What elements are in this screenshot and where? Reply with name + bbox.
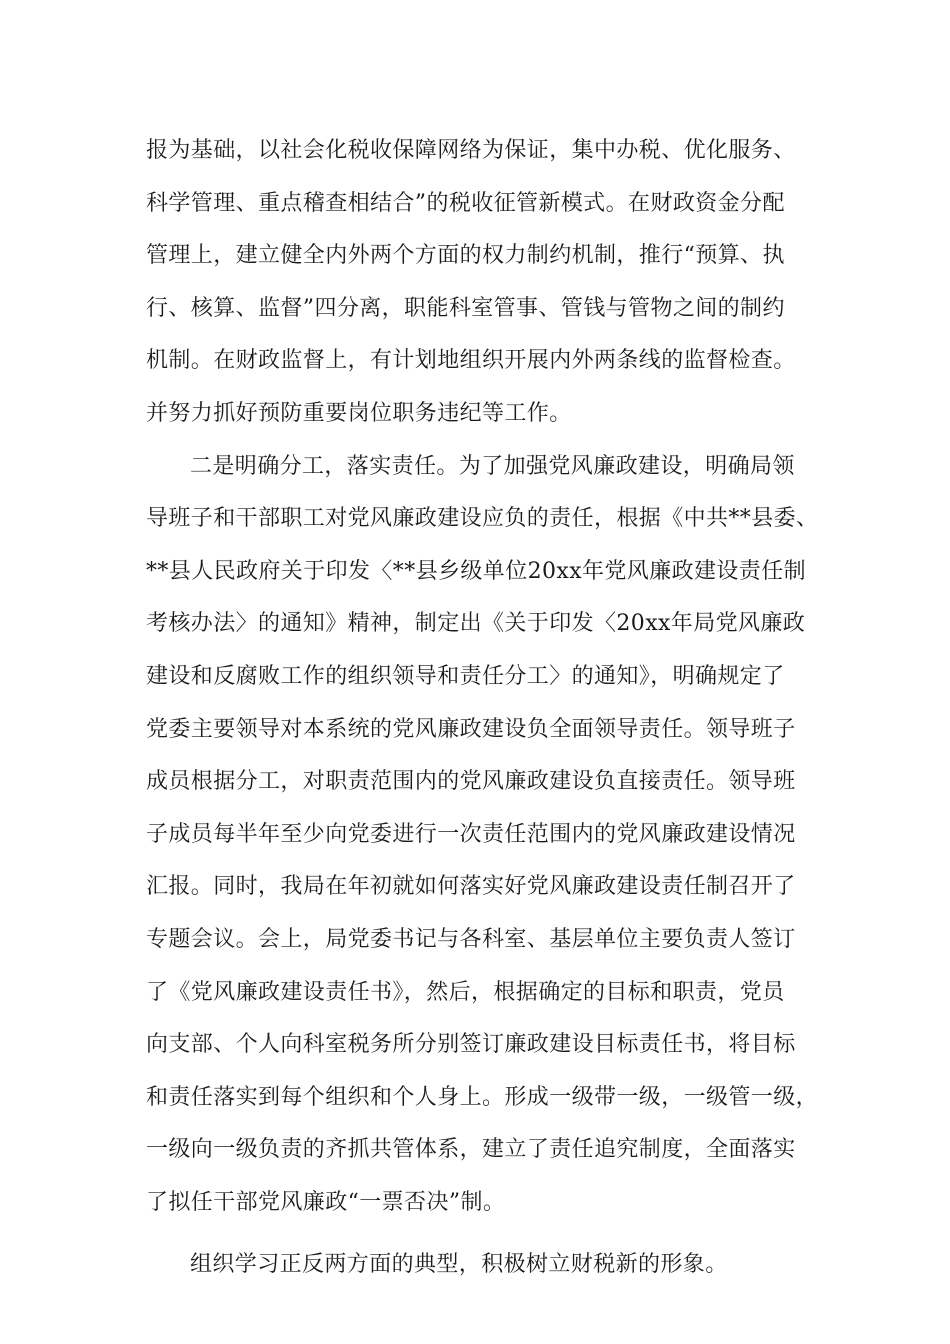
paragraph-line: 科学管理、重点稽查相结合”的税收征管新模式。在财政资金分配 (146, 190, 785, 216)
paragraph-line: 党委主要领导对本系统的党风廉政建设负全面领导责任。领导班子 (146, 716, 796, 742)
paragraph-line: 成员根据分工，对职责范围内的党风廉政建设负直接责任。领导班 (146, 769, 796, 795)
paragraph-line: 报为基础，以社会化税收保障网络为保证，集中办税、优化服务、 (146, 138, 796, 163)
paragraph-line: 导班子和干部职工对党风廉政建设应负的责任，根据《中共**县委、 (146, 506, 819, 532)
paragraph-line: **县人民政府关于印发〈**县乡级单位20xx年党风廉政建设责任制 (146, 558, 807, 584)
paragraph-line: 汇报。同时，我局在年初就如何落实好党风廉政建设责任制召开了 (146, 874, 796, 900)
paragraph-line: 并努力抓好预防重要岗位职务违纪等工作。 (146, 400, 572, 426)
paragraph-line: 行、核算、监督”四分离，职能科室管事、管钱与管物之间的制约 (146, 295, 785, 321)
paragraph-line: 一级向一级负责的齐抓共管体系，建立了责任追究制度，全面落实 (146, 1137, 796, 1163)
paragraph-line: 组织学习正反两方面的典型，积极树立财税新的形象。 (190, 1252, 728, 1278)
paragraph-line: 管理上，建立健全内外两个方面的权力制约机制，推行“预算、执 (146, 243, 785, 269)
paragraph-line: 了拟任干部党风廉政“一票否决”制。 (146, 1189, 506, 1215)
paragraph-3 (146, 1244, 826, 1297)
body-text (146, 130, 826, 1297)
paragraph-line: 专题会议。会上，局党委书记与各科室、基层单位主要负责人签订 (146, 926, 796, 952)
paragraph-2 (146, 446, 826, 1235)
paragraph-line: 和责任落实到每个组织和个人身上。形成一级带一级，一级管一级， (146, 1084, 819, 1110)
paragraph-line: 考核办法〉的通知》精神，制定出《关于印发〈20xx年局党风廉政 (146, 611, 806, 637)
paragraph-line: 建设和反腐败工作的组织领导和责任分工〉的通知》，明确规定了 (146, 663, 785, 689)
paragraph-1 (146, 130, 826, 446)
paragraph-line: 机制。在财政监督上，有计划地组织开展内外两条线的监督检查。 (146, 348, 796, 374)
paragraph-line: 向支部、个人向科室税务所分别签订廉政建设目标责任书，将目标 (146, 1032, 796, 1058)
paragraph-line: 了《党风廉政建设责任书》，然后，根据确定的目标和职责，党员 (146, 979, 785, 1005)
paragraph-line: 子成员每半年至少向党委进行一次责任范围内的党风廉政建设情况 (146, 821, 796, 847)
paragraph-line: 二是明确分工，落实责任。为了加强党风廉政建设，明确局领 (190, 453, 795, 479)
